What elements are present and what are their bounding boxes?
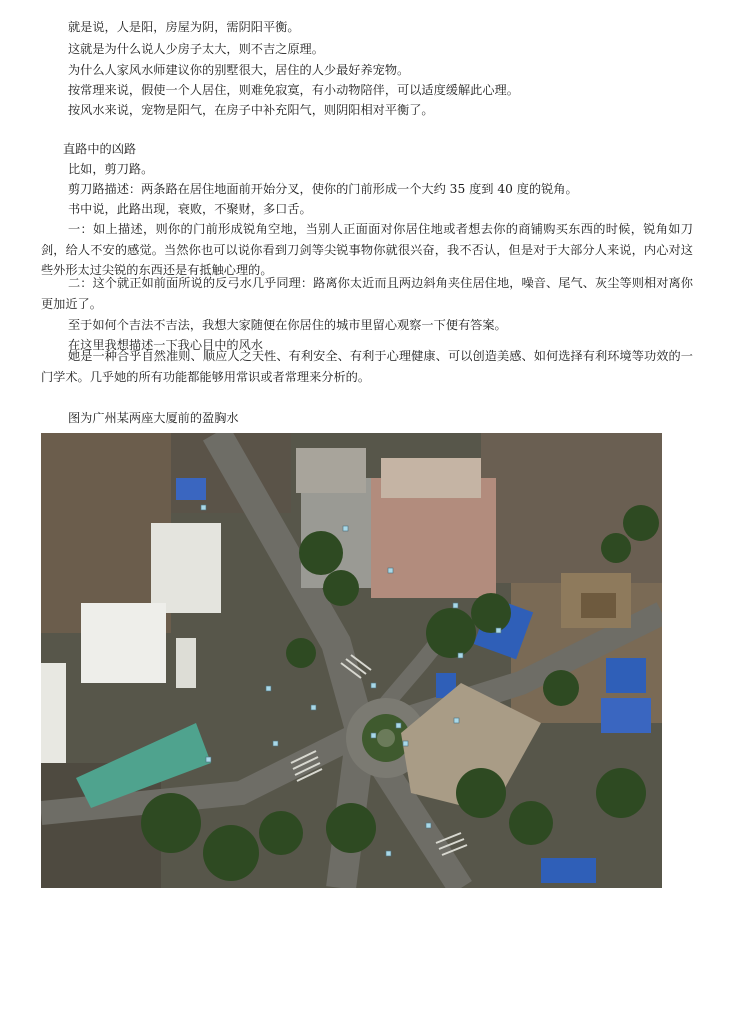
text-line: 按风水来说，宠物是阳气，在房子中补充阳气，则阴阳相对平衡了。 [68, 103, 434, 117]
text-line: 至于如何个吉法不吉法，我想大家随便在你居住的城市里留心观察一下便有答案。 [68, 318, 507, 332]
text-line: 在这里我想描述一下我心目中的风水 [68, 338, 263, 352]
figure-caption: 图为广州某两座大厦前的盈胸水 [68, 411, 239, 425]
paragraph-point-two: 二：这个就正如前面所说的反弓水几乎同理：路离你太近而且两边斜角夹住居住地，噪音、尾气、灰尘等则相对离你更加近了。 [41, 276, 693, 311]
text-line: 就是说，人是阳，房屋为阴，需阴阳平衡。 [68, 20, 300, 34]
aerial-photo [41, 433, 662, 888]
section-heading: 直路中的凶路 [63, 142, 137, 156]
text-line: 为什么人家风水师建议你的别墅很大，居住的人少最好养宠物。 [68, 63, 410, 77]
paragraph-definition: 她是一种合乎自然准则、顺应人之天性、有利安全、有利于心理健康、可以创造美感、如何选择有利环境等功效的一门学术。几乎她的所有功能都能够用常识或者常理来分析的。 [41, 349, 693, 384]
text-line: 这就是为什么说人少房子太大，则不吉之原理。 [68, 42, 324, 56]
text-line: 按常理来说，假使一个人居住，则难免寂寞，有小动物陪伴，可以适度缓解此心理。 [68, 83, 519, 97]
text-line: 书中说，此路出现，衰败，不聚财，多口舌。 [68, 202, 312, 216]
aerial-photo-drawing [41, 433, 662, 888]
paragraph-point-one: 一：如上描述，则你的门前形成锐角空地，当别人正面面对你居住地或者想去你的商铺购买东西的时候，锐角如刀剑，给人不安的感觉。当然你也可以说你看到刀剑等尖锐事物你就很兴奋，我不否认，但是对于大部分人来说，内心对这些外形太过尖锐的东西还是有抵触心理的。 [41, 222, 693, 277]
text-line: 比如，剪刀路。 [68, 162, 154, 176]
text-line: 剪刀路描述：两条路在居住地面前开始分叉，使你的门前形成一个大约 35 度到 40 度的锐角。 [68, 182, 578, 196]
